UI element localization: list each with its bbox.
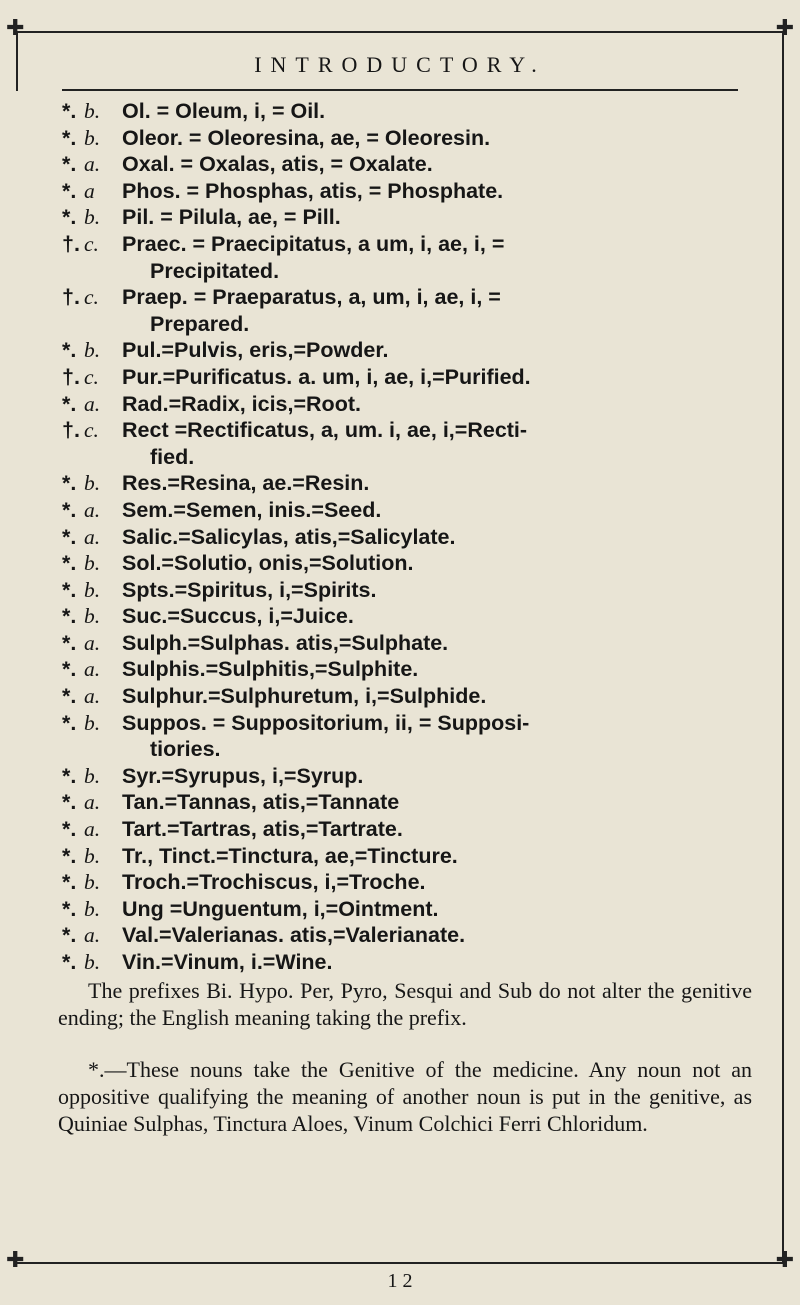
entry-class: c. bbox=[84, 285, 99, 310]
entry-text: Val.=Valerianas. atis,=Valerianate. bbox=[122, 923, 466, 948]
entry-continuation: fied. bbox=[150, 444, 195, 469]
entry-text: Oleor. = Oleoresina, ae, = Oleoresin. bbox=[122, 125, 491, 150]
corner-cross-icon: ✚ bbox=[6, 1248, 25, 1273]
abbreviation-entry bbox=[58, 364, 748, 391]
abbreviation-entry bbox=[58, 763, 748, 790]
frame-rule-bottom bbox=[14, 1262, 786, 1264]
entry-text: Suc.=Succus, i,=Juice. bbox=[122, 604, 354, 629]
entry-mark: *. bbox=[62, 950, 77, 974]
abbreviation-entry bbox=[58, 204, 748, 231]
entry-class: a. bbox=[84, 657, 101, 682]
entry-text: Pil. = Pilula, ae, = Pill. bbox=[122, 205, 341, 230]
entry-mark: *. bbox=[62, 896, 77, 921]
paragraph-prefixes: The prefixes Bi. Hypo. Per, Pyro, Sesqui and Sub do not alter the genitive ending; the English meaning taking the prefix. bbox=[58, 978, 752, 1030]
entry-class: a. bbox=[84, 817, 101, 842]
entry-mark: *. bbox=[62, 338, 77, 363]
entry-continuation: Precipitated. bbox=[150, 258, 280, 283]
entry-class: b. bbox=[84, 551, 101, 576]
entry-text: Pur.=Purificatus. a. um, i, ae, i,=Purified. bbox=[122, 364, 531, 389]
corner-cross-icon: ✚ bbox=[6, 16, 25, 41]
paragraph-genitive: *.—These nouns take the Genitive of the medicine. Any noun not an oppositive qualifying the meaning of another noun is put in the genitive, as Quiniae Sulphas, Tinctura Aloes, Vinum Colchici Ferri Chloridum. bbox=[58, 1057, 752, 1136]
entry-text: Salic.=Salicylas, atis,=Salicylate. bbox=[122, 524, 456, 549]
entry-mark: *. bbox=[62, 125, 77, 150]
entry-mark: *. bbox=[62, 471, 77, 496]
entry-text: Ol. = Oleum, i, = Oil. bbox=[122, 99, 326, 123]
entry-class: a. bbox=[84, 630, 101, 655]
entry-text: Tart.=Tartras, atis,=Tartrate. bbox=[122, 817, 403, 842]
entry-text: Praec. = Praecipitatus, a um, i, ae, i, = bbox=[122, 231, 505, 256]
entry-class: b. bbox=[84, 99, 101, 123]
entry-text: Sulphis.=Sulphitis,=Sulphite. bbox=[122, 657, 419, 682]
entry-text: Sulphur.=Sulphuretum, i,=Sulphide. bbox=[122, 684, 487, 709]
frame-rule-right bbox=[782, 31, 784, 1262]
entry-text: Sem.=Semen, inis.=Seed. bbox=[122, 497, 382, 522]
abbreviation-entry bbox=[58, 337, 748, 364]
entry-mark: *. bbox=[62, 152, 77, 177]
entry-text: Phos. = Phosphas, atis, = Phosphate. bbox=[122, 178, 504, 203]
entry-text: Spts.=Spiritus, i,=Spirits. bbox=[122, 577, 377, 602]
frame-rule-top bbox=[14, 31, 786, 33]
entry-continuation: tiories. bbox=[150, 737, 221, 762]
entry-mark: *. bbox=[62, 684, 77, 709]
abbreviation-entry bbox=[58, 603, 748, 630]
entry-class: c. bbox=[84, 364, 99, 389]
entry-class: b. bbox=[84, 896, 101, 921]
entry-class: c. bbox=[84, 418, 99, 443]
abbreviation-entry bbox=[58, 843, 748, 870]
entry-mark: *. bbox=[62, 763, 77, 788]
entry-text: Oxal. = Oxalas, atis, = Oxalate. bbox=[122, 152, 433, 177]
entry-mark: *. bbox=[62, 205, 77, 230]
entry-class: b. bbox=[84, 763, 101, 788]
entry-class: a. bbox=[84, 524, 101, 549]
abbreviation-entry bbox=[58, 151, 748, 178]
entry-mark: †. bbox=[62, 285, 80, 310]
entry-text: Tr., Tinct.=Tinctura, ae,=Tincture. bbox=[122, 843, 458, 868]
entry-text: Sol.=Solutio, onis,=Solution. bbox=[122, 551, 414, 576]
entry-class: c. bbox=[84, 231, 99, 256]
entry-class: b. bbox=[84, 710, 101, 735]
entry-text: Rect =Rectificatus, a, um. i, ae, i,=Recti- bbox=[122, 418, 528, 443]
entry-class: b. bbox=[84, 471, 101, 496]
entry-mark: *. bbox=[62, 99, 77, 123]
running-head: INTRODUCTORY. bbox=[254, 52, 546, 77]
entry-mark: *. bbox=[62, 710, 77, 735]
entry-text: Praep. = Praeparatus, a, um, i, ae, i, = bbox=[122, 285, 501, 310]
entry-class: b. bbox=[84, 205, 101, 230]
entry-text: Suppos. = Suppositorium, ii, = Supposi- bbox=[122, 710, 530, 735]
entry-text: Pul.=Pulvis, eris,=Powder. bbox=[122, 338, 389, 363]
entry-class: b. bbox=[84, 604, 101, 629]
abbreviation-list bbox=[58, 98, 748, 976]
abbreviation-entry bbox=[58, 524, 748, 551]
entry-mark: *. bbox=[62, 577, 77, 602]
entry-class: a. bbox=[84, 684, 101, 709]
abbreviation-entry bbox=[58, 896, 748, 923]
abbreviation-entry bbox=[58, 98, 748, 125]
entry-class: b. bbox=[84, 338, 101, 363]
entry-mark: †. bbox=[62, 364, 80, 389]
abbreviation-entry bbox=[58, 497, 748, 524]
entry-mark: *. bbox=[62, 843, 77, 868]
entry-class: a. bbox=[84, 152, 101, 177]
entry-text: Rad.=Radix, icis,=Root. bbox=[122, 391, 361, 416]
abbreviation-entry bbox=[58, 922, 748, 949]
entry-class: a bbox=[84, 178, 95, 203]
entry-mark: *. bbox=[62, 657, 77, 682]
entry-class: b. bbox=[84, 950, 101, 974]
header-rule bbox=[62, 89, 738, 91]
abbreviation-entry bbox=[58, 949, 748, 976]
entry-text: Tan.=Tannas, atis,=Tannate bbox=[122, 790, 400, 815]
abbreviation-entry bbox=[58, 231, 748, 284]
entry-text: Vin.=Vinum, i.=Wine. bbox=[122, 950, 333, 974]
entry-text: Syr.=Syrupus, i,=Syrup. bbox=[122, 763, 364, 788]
entry-mark: †. bbox=[62, 231, 80, 256]
abbreviation-entry bbox=[58, 710, 748, 763]
abbreviation-entry bbox=[58, 391, 748, 418]
entry-text: Ung =Unguentum, i,=Ointment. bbox=[122, 896, 439, 921]
abbreviation-entry bbox=[58, 789, 748, 816]
entry-continuation: Prepared. bbox=[150, 311, 250, 336]
abbreviation-entry bbox=[58, 178, 748, 205]
abbreviation-entry bbox=[58, 630, 748, 657]
entry-mark: †. bbox=[62, 418, 80, 443]
abbreviation-entry bbox=[58, 816, 748, 843]
entry-mark: *. bbox=[62, 817, 77, 842]
entry-text: Troch.=Trochiscus, i,=Troche. bbox=[122, 870, 426, 895]
entry-text: Sulph.=Sulphas. atis,=Sulphate. bbox=[122, 630, 449, 655]
corner-cross-icon: ✚ bbox=[775, 1248, 794, 1273]
entry-mark: *. bbox=[62, 870, 77, 895]
abbreviation-entry bbox=[58, 550, 748, 577]
entry-mark: *. bbox=[62, 923, 77, 948]
abbreviation-entry bbox=[58, 683, 748, 710]
entry-mark: *. bbox=[62, 524, 77, 549]
entry-mark: *. bbox=[62, 604, 77, 629]
entry-class: a. bbox=[84, 391, 101, 416]
entry-text: Res.=Resina, ae.=Resin. bbox=[122, 471, 370, 496]
entry-class: a. bbox=[84, 923, 101, 948]
page-number: 1 2 bbox=[387, 1270, 413, 1292]
entry-mark: *. bbox=[62, 391, 77, 416]
entry-class: b. bbox=[84, 843, 101, 868]
entry-class: a. bbox=[84, 497, 101, 522]
abbreviation-entry bbox=[58, 470, 748, 497]
entry-class: b. bbox=[84, 870, 101, 895]
abbreviation-entry bbox=[58, 656, 748, 683]
entry-mark: *. bbox=[62, 178, 77, 203]
entry-mark: *. bbox=[62, 497, 77, 522]
entry-mark: *. bbox=[62, 630, 77, 655]
entry-class: a. bbox=[84, 790, 101, 815]
abbreviation-entry bbox=[58, 869, 748, 896]
abbreviation-entry bbox=[58, 577, 748, 604]
abbreviation-entry bbox=[58, 417, 748, 470]
entry-class: b. bbox=[84, 577, 101, 602]
entry-mark: *. bbox=[62, 790, 77, 815]
entry-class: b. bbox=[84, 125, 101, 150]
abbreviation-entry bbox=[58, 125, 748, 152]
entry-mark: *. bbox=[62, 551, 77, 576]
abbreviation-entry bbox=[58, 284, 748, 337]
corner-cross-icon: ✚ bbox=[775, 16, 794, 41]
